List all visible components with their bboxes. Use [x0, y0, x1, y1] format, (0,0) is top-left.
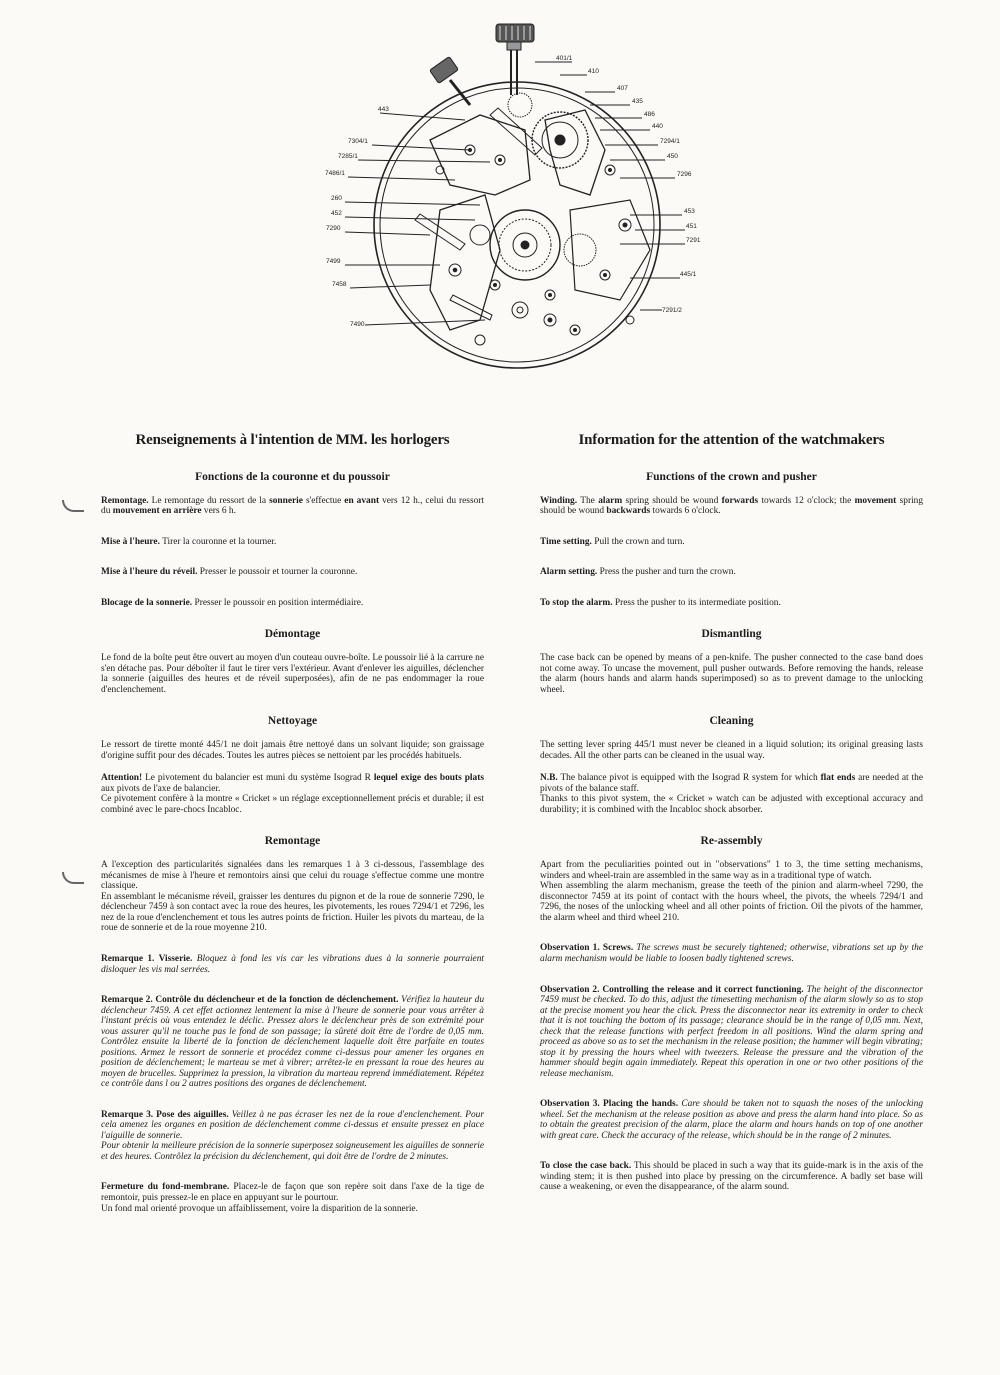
fr-mise-reveil: Mise à l'heure du réveil. Presser le poussoir et tourner la couronne.: [101, 567, 358, 578]
part-label: 453: [684, 208, 695, 215]
movement-diagram: [320, 20, 720, 380]
fr-heading-nettoyage: Nettoyage: [267, 715, 318, 728]
fr-remontage: Remontage. Le remontage du ressort de la sonnerie s'effectue en avant vers 12 h., celui du ressort du mouvement en arrière vers 6 h.: [101, 495, 485, 517]
part-label: 7499: [326, 258, 341, 265]
en-observation-2: Observation 2. Controlling the release and it correct functioning. The height of the disconnector 7459 must be checked. To do this, adjust the timesetting mechanism of the alarm slowly so as to stop at the precise moment you hear the click. Press the disconnector near its extremity in order to check that it is not touching the bottom of its passage; clearance should be in the range of 0,05 mm. Next, check that the release functions with perfect freedom in all positions. Wind the alarm spring and proceed as above so as to set the mechanism in the release position; the hammer will begin vibrating; stop it by pressing the hours wheel with tweezers. Release the pressure and the vibration of the hammer should begin again immediately. Repeat this operation in one or two other positions of the release mechanism.: [540, 984, 924, 1079]
part-label: 7291: [686, 237, 701, 244]
part-label: 7458: [332, 281, 347, 288]
en-alarm-setting: Alarm setting. Press the pusher and turn the crown.: [540, 567, 736, 578]
part-label: 410: [588, 68, 599, 75]
fr-nettoyage-text: Le ressort de tirette monté 445/1 ne doit jamais être nettoyé dans un solvant liquide; son graissage d'origine suffit pour des décades. Toutes les autres pièces se nettoient par les procédés habituels.: [101, 740, 484, 761]
fr-demontage-text: Le fond de la boîte peut être ouvert au moyen d'un couteau ouvre-boîte. Le poussoir lié à la carrure ne s'en détache pas. Pour déboîter il faut le tirer vers l'extérieur. Avant d'enlever les aiguilles, déclencher la sonnerie (aiguilles des heures et de réveil superposées), afin de ne pas endommager la roue d'enclenchement.: [101, 653, 484, 695]
english-column: [540, 432, 923, 1205]
fr-remontage-text: A l'exception des particularités signalées dans les remarques 1 à 3 ci-dessous, l'assemblage des mécanismes de mise à l'heure et remontoirs ainsi que celui du rouage s'effectue comme une montre classique. En assemblant le mécanisme réveil, graisser les dentures du pignon et de la roue de sonnerie 7290, le déclencheur 7459 à son contact avec la roue des heures, les pivotements, les roues 7294/1 et 7296, les nez de la roue d'enclenchement et tous les autres points de friction. Huiler les pivots du marteau, de la roue de sonnerie et de la roue moyenne 210.: [101, 860, 484, 934]
en-close-case-back: To close the case back. This should be placed in such a way that its guide-mark is in the axis of the winding stem; it is then pushed into place by pressing on the circumference. A badly set base will cause a weakening, or even the disappearance, of the alarm sound.: [540, 1161, 923, 1193]
en-observation-1: Observation 1. Screws. The screws must be securely tightened; otherwise, vibrations set up by the alarm mechanism would be liable to loosen badly tightened screws.: [540, 943, 923, 964]
part-label: 450: [667, 153, 678, 160]
part-label: 7290: [326, 225, 341, 232]
fr-remarque-2: Remarque 2. Contrôle du déclencheur et de la fonction de déclenchement. Vérifiez la hauteur du déclencheur 7459. A cet effet actionnez lentement la mise à l'heure de sonnerie pour vous arrêter à l'instant précis où vous entendez le déclic. Pressez alors le déclencheur près de son extrémité pour vous assurer qu'il ne touche pas le fond de son passage; la sûreté doit être de l'ordre de 0,05 mm. Contrôlez ensuite la liberté de la fonction de déclenchement laquelle doit être parfaite en toutes positions. Armez le ressort de sonnerie et procédez comme ci-dessus pour amener les organes en position de déclenchement; le marteau se met à vibrer; arrêtez-le en pressant la roue des heures au moyen de brucelles. Supprimez la pression, la vibration du marteau reprend immédiatement. Répétez ce contrôle dans l ou 2 autres positions des organes de déclenchement.: [101, 995, 485, 1090]
part-label: 7490: [350, 321, 365, 328]
part-label: 7285/1: [338, 153, 358, 160]
en-heading-functions: Functions of the crown and pusher: [646, 470, 817, 483]
part-label: 260: [331, 195, 342, 202]
part-label: 7304/1: [348, 138, 368, 145]
en-dismantling-text: The case back can be opened by means of a pen-knife. The pusher connected to the case band does not come away. To uncase the movement, pull pusher outwards. Before removing the hands, release the alarm (hours hands and alarm hands superimposed) so as to prevent damage to the unlocking wheel.: [540, 653, 923, 695]
en-heading-reassembly: Re-assembly: [700, 835, 763, 848]
fr-fermeture: Fermeture du fond-membrane. Placez-le de façon que son repère soit dans l'axe de la tige de remontoir, puis pressez-le en place en appuyant sur le pourtour. Un fond mal orienté provoque un affaiblissement, voire la disparition de la sonnerie.: [101, 1182, 485, 1214]
part-label: 7296: [677, 171, 692, 178]
part-label: 401/1: [556, 55, 573, 62]
part-label: 445/1: [680, 271, 697, 278]
margin-mark: [62, 872, 84, 884]
fr-remarque-3: Remarque 3. Pose des aiguilles. Veillez à ne pas écraser les nez de la roue d'enclenchement. Pour cela amenez les organes en position de déclenchement comme ci-dessus et ensuite pressez en place l'aiguille de sonnerie. Pour obtenir la meilleure précision de la sonnerie superposez soigneusement les aiguilles de sonnerie et des heures. Contrôlez la précision du déclenchement, qui doit être de l'ordre de 2 minutes.: [101, 1109, 484, 1162]
en-heading-cleaning: Cleaning: [709, 715, 754, 728]
en-stop-alarm: To stop the alarm. Press the pusher to its intermediate position.: [540, 597, 781, 608]
fr-heading-remontage: Remontage: [264, 835, 321, 848]
fr-blocage: Blocage de la sonnerie. Presser le poussoir en position intermédiaire.: [101, 597, 364, 608]
fr-heading-functions: Fonctions de la couronne et du poussoir: [195, 470, 390, 483]
en-reassembly-text: Apart from the peculiarities pointed out in "observations" 1 to 3, the time setting mechanisms, winders and wheel-train are assembled in the same way as in a traditional type of watch. When assembling the alarm mechanism, grease the teeth of the pinion and alarm-wheel 7290, the disconnector 7459 at its point of contact with the hours wheel, the pivots, the wheels 7294/1 and 7296, the noses of the unlocking wheel and all other points of friction. Oil the pivots of the hammer, the alarm wheel and third wheel 210.: [540, 860, 923, 923]
en-observation-3: Observation 3. Placing the hands. Care should be taken not to squash the noses of the unlocking wheel. Set the mechanism at the release position as above and press the alarm hand into place. So as to obtain the greatest precision of the alarm, place the alarm and hours hands on top of one another with great care. Check the accuracy of the release, which should be in the range of 2 minutes.: [540, 1099, 924, 1141]
en-winding: Winding. The alarm spring should be wound forwards towards 12 o'clock; the movement spring should be wound backwards towards 6 o'clock.: [540, 495, 924, 517]
part-label: 486: [644, 111, 655, 118]
part-label: 7291/2: [662, 307, 682, 314]
part-label: 7486/1: [325, 170, 345, 177]
part-label: 440: [652, 123, 663, 130]
fr-heading-demontage: Démontage: [264, 628, 321, 641]
fr-attention: Attention! Le pivotement du balancier est muni du système Isograd R lequel exige des bouts plats aux pivots de l'axe de balancier. Ce pivotement confère à la montre « Cricket » un réglage exceptionnellement précis et durable; il est combiné avec le pare-chocs Incabloc.: [101, 773, 484, 815]
fr-remarque-1: Remarque 1. Visserie. Bloquez à fond les vis car les vibrations dues à la sonnerie pourraient disloquer les vis mal serrées.: [101, 953, 484, 975]
fr-mise-heure: Mise à l'heure. Tirer la couronne et la tourner.: [101, 536, 277, 547]
en-nb: N.B. The balance pivot is equipped with the Isograd R system for which flat ends are needed at the pivots of the balance staff. Thanks to this pivot system, the « Cricket » watch can be adjusted with exceptional accuracy and durability; it is combined with the Incabloc shock absorber.: [540, 773, 923, 815]
english-title: Information for the attention of the watchmakers: [578, 432, 885, 448]
part-label: 435: [632, 98, 643, 105]
margin-mark: [62, 500, 84, 512]
part-label: 451: [686, 223, 697, 230]
en-heading-dismantling: Dismantling: [701, 628, 762, 641]
part-label: 452: [331, 210, 342, 217]
en-time-setting: Time setting. Pull the crown and turn.: [540, 536, 685, 547]
part-label: 407: [617, 85, 628, 92]
french-title: Renseignements à l'intention de MM. les horlogers: [135, 432, 450, 448]
part-label: 7294/1: [660, 138, 680, 145]
part-label: 443: [378, 106, 389, 113]
en-cleaning-text: The setting lever spring 445/1 must never be cleaned in a liquid solution; its original greasing lasts decades. All the other parts can be cleaned in the usual way.: [540, 740, 923, 761]
french-column: [101, 432, 484, 1226]
